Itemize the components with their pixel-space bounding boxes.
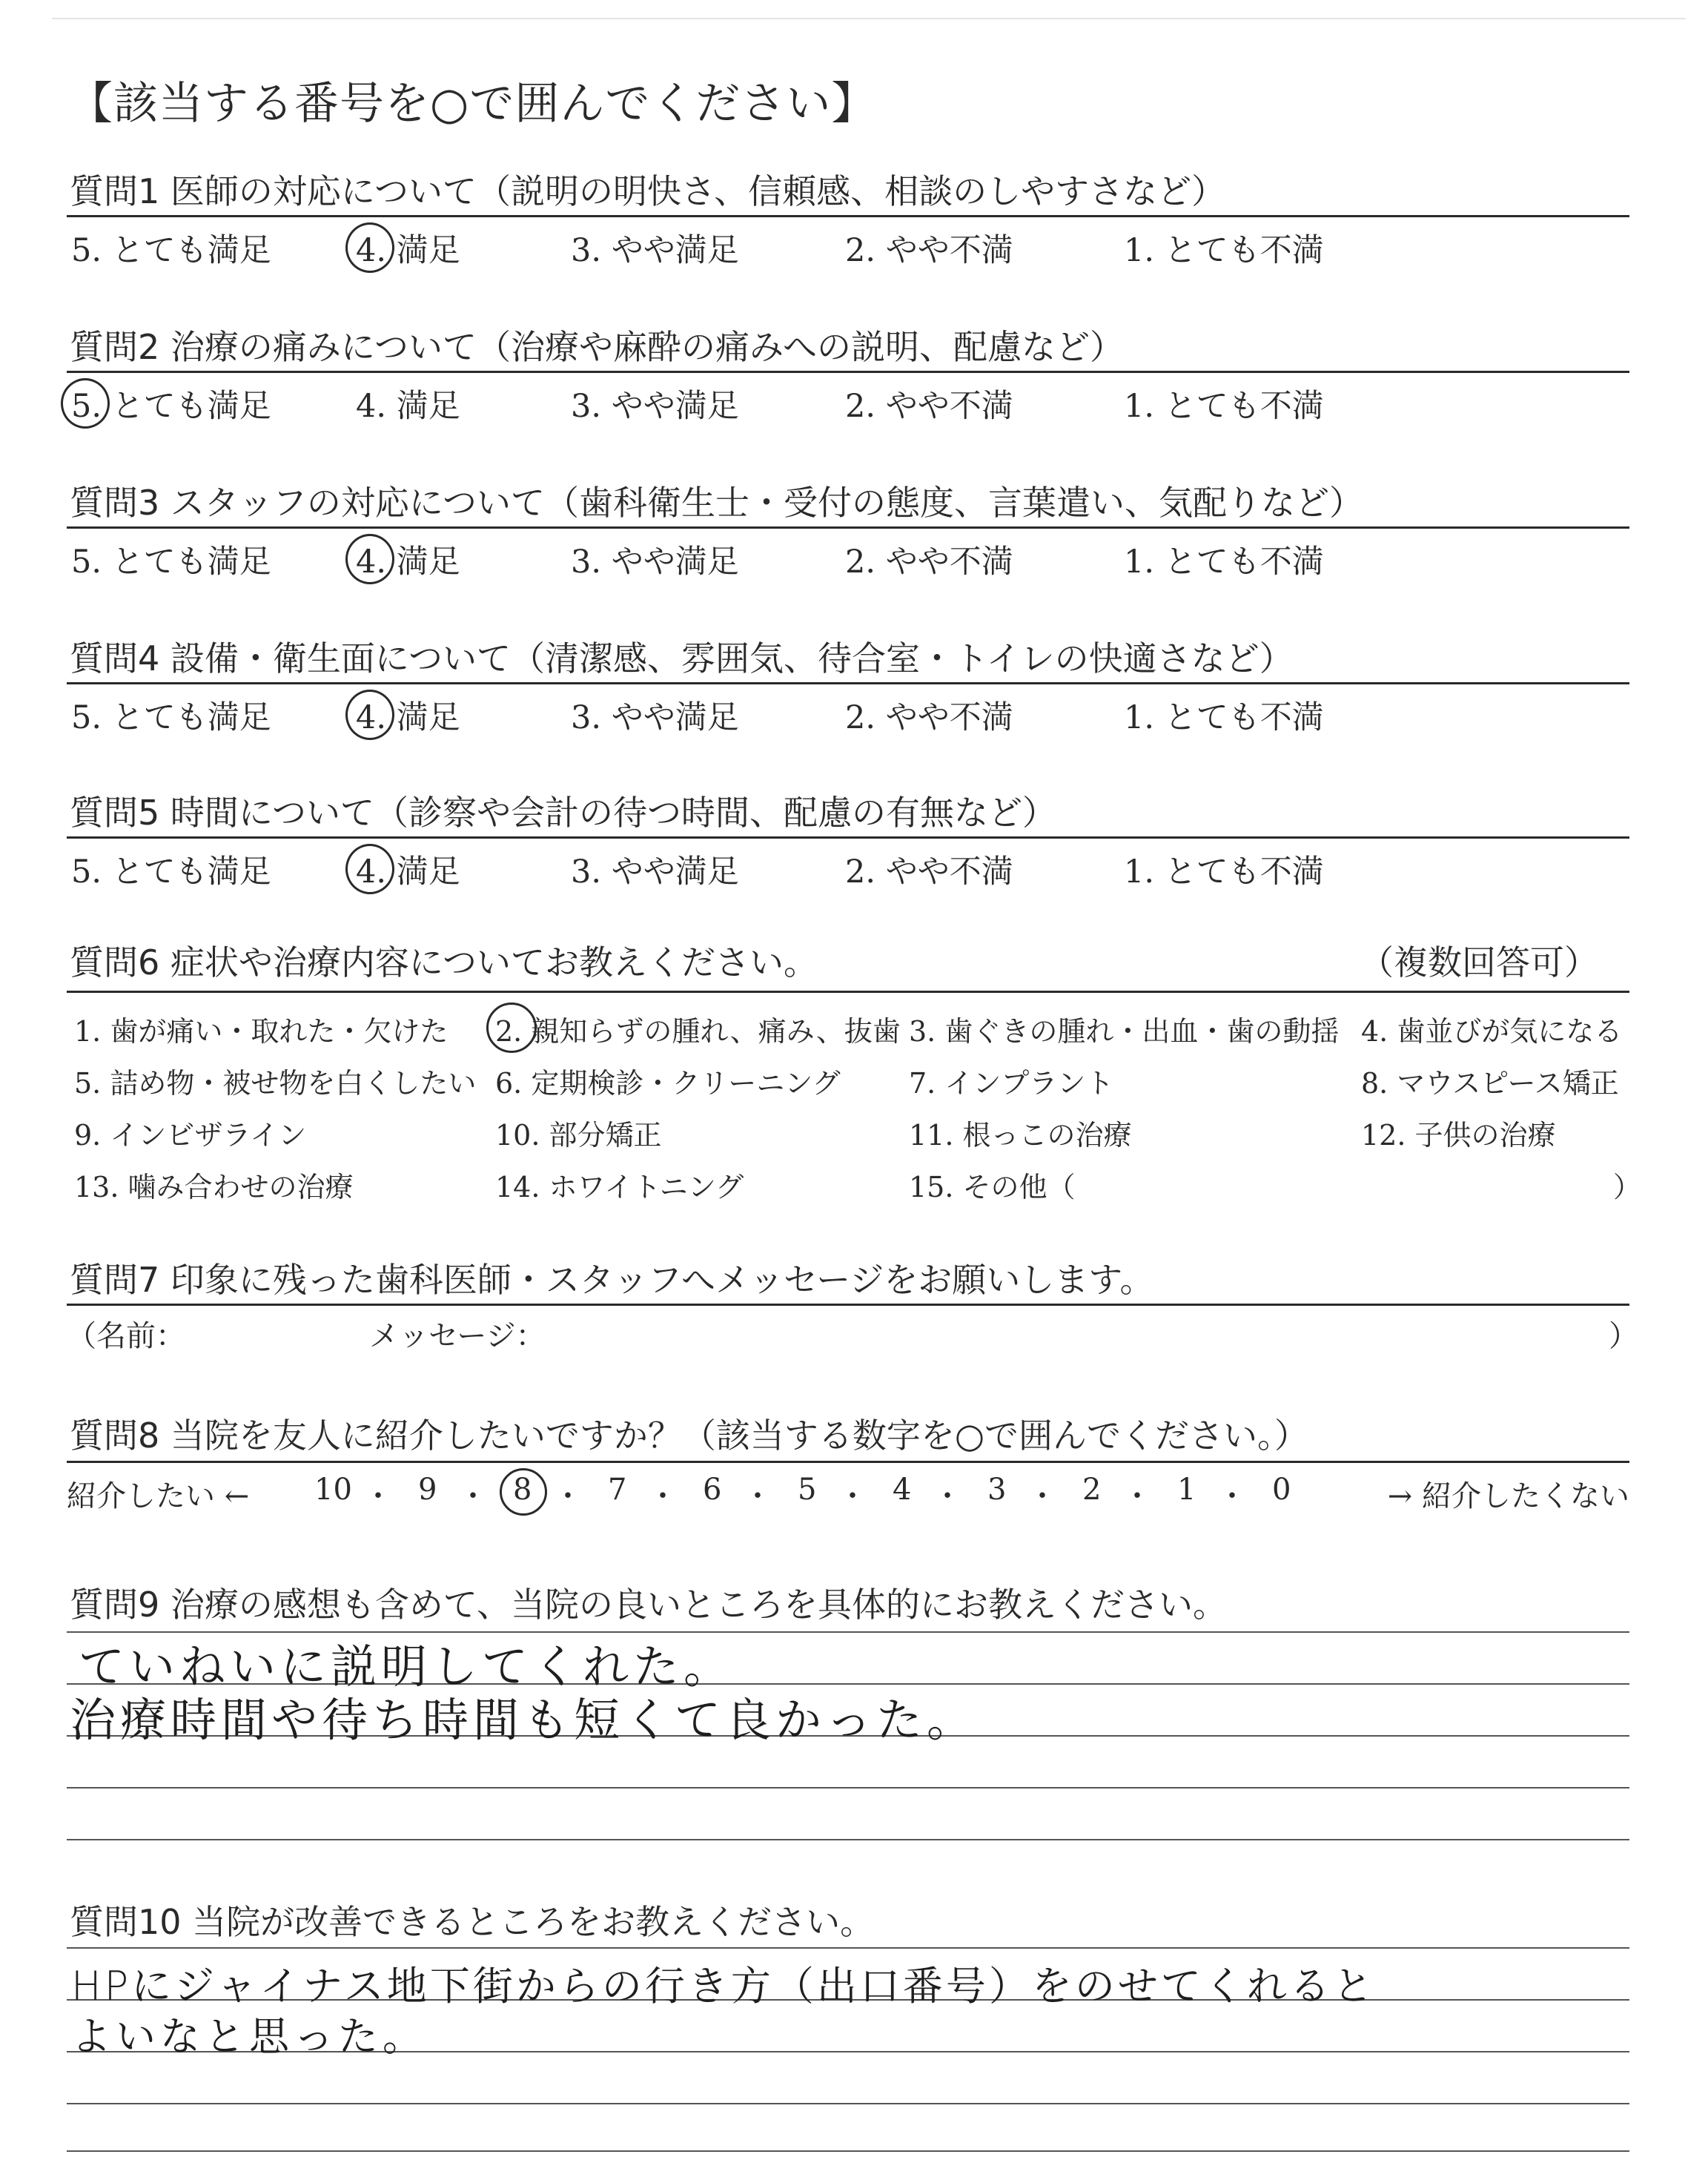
q8-score-10[interactable]: 10 (314, 1473, 352, 1507)
q5-selected-circle (345, 844, 394, 894)
q5-option-3[interactable]: 3. やや満足 (571, 853, 739, 891)
q9-title: 質問9 治療の感想も含めて、当院の良いところを具体的にお教えください。 (70, 1585, 1227, 1625)
q1-option-1[interactable]: 1. とても不満 (1124, 232, 1324, 269)
q8-separator: ・ (838, 1479, 867, 1513)
q6-selected-circle (486, 1003, 537, 1053)
q2-option-1[interactable]: 1. とても不満 (1124, 388, 1324, 425)
q2-option-5[interactable]: 5. とても満足 (71, 388, 271, 425)
q6-option-8[interactable]: 8. マウスピース矯正 (1361, 1067, 1619, 1100)
q4-option-2[interactable]: 2. やや不満 (845, 699, 1013, 736)
q8-score-4[interactable]: 4 (893, 1473, 912, 1507)
q5-option-1[interactable]: 1. とても不満 (1124, 853, 1324, 891)
q6-rule (67, 991, 1629, 993)
q2-selected-circle (61, 378, 110, 429)
q4-option-1[interactable]: 1. とても不満 (1124, 699, 1324, 736)
q6-option-7[interactable]: 7. インプラント (909, 1067, 1114, 1100)
q10-handwritten-answer-1: HPにジャイナス地下街からの行き方（出口番号）をのせてくれると (71, 1963, 1376, 2009)
q8-score-3[interactable]: 3 (987, 1473, 1007, 1507)
q10-title: 質問10 当院が改善できるところをお教えください。 (70, 1902, 875, 1942)
q8-right-label: → 紹介したくない (1387, 1479, 1629, 1513)
q6-option-13[interactable]: 13. 噛み合わせの治療 (74, 1171, 354, 1203)
q3-title: 質問3 スタッフの対応について（歯科衛生士・受付の態度、言葉遣い、気配りなど） (70, 483, 1363, 523)
q1-option-4[interactable]: 4. 満足 (356, 232, 460, 269)
q4-option-3[interactable]: 3. やや満足 (571, 699, 739, 736)
q8-separator: ・ (1027, 1479, 1057, 1513)
q6-option-15[interactable]: 15. その他（ (909, 1171, 1076, 1203)
q6-option-3[interactable]: 3. 歯ぐきの腫れ・出血・歯の動揺 (909, 1015, 1340, 1048)
q6-option-10[interactable]: 10. 部分矯正 (495, 1119, 662, 1152)
q6-option-5[interactable]: 5. 詰め物・被せ物を白くしたい (74, 1067, 477, 1100)
q7-close-paren: ） (1609, 1319, 1638, 1353)
q6-option-2[interactable]: 2. 親知らずの腫れ、痛み、抜歯 (495, 1015, 901, 1048)
q4-option-5[interactable]: 5. とても満足 (71, 699, 271, 736)
q3-option-3[interactable]: 3. やや満足 (571, 544, 739, 581)
q6-option-6[interactable]: 6. 定期検診・クリーニング (495, 1067, 841, 1100)
q6-other-close-paren: ） (1613, 1171, 1642, 1203)
q8-separator: ・ (743, 1479, 772, 1513)
q9-handwritten-answer-2: 治療時間や待ち時間も短くて良かった。 (70, 1693, 978, 1747)
q3-option-1[interactable]: 1. とても不満 (1124, 544, 1324, 581)
q1-selected-circle (345, 222, 394, 273)
q8-score-7[interactable]: 7 (608, 1473, 627, 1507)
q8-score-9[interactable]: 9 (418, 1473, 437, 1507)
q9-handwritten-answer-1: ていねいに説明してくれた。 (79, 1639, 735, 1694)
q8-separator: ・ (1122, 1479, 1152, 1513)
q7-name-label: （名前： (67, 1319, 185, 1353)
q1-rule (67, 215, 1629, 217)
q8-separator: ・ (458, 1479, 488, 1513)
q8-score-6[interactable]: 6 (703, 1473, 722, 1507)
q6-option-4[interactable]: 4. 歯並びが気になる (1361, 1015, 1623, 1048)
q6-multiple-note: （複数回答可） (1360, 942, 1598, 982)
q1-option-5[interactable]: 5. とても満足 (71, 232, 271, 269)
q8-separator: ・ (1217, 1479, 1247, 1513)
q2-option-4[interactable]: 4. 満足 (356, 388, 460, 425)
q5-option-2[interactable]: 2. やや不満 (845, 853, 1013, 891)
q5-rule (67, 836, 1629, 839)
q10-line-1 (67, 1947, 1629, 1949)
q6-option-1[interactable]: 1. 歯が痛い・取れた・欠けた (74, 1015, 448, 1048)
q1-option-3[interactable]: 3. やや満足 (571, 232, 739, 269)
q3-option-5[interactable]: 5. とても満足 (71, 544, 271, 581)
q8-score-2[interactable]: 2 (1082, 1473, 1102, 1507)
q4-selected-circle (345, 690, 394, 740)
scan-top-edge (52, 18, 1686, 19)
q6-option-9[interactable]: 9. インビザライン (74, 1119, 307, 1152)
q1-option-2[interactable]: 2. やや不満 (845, 232, 1013, 269)
q8-score-8[interactable]: 8 (513, 1473, 532, 1507)
q10-line-5 (67, 2150, 1629, 2152)
q2-rule (67, 371, 1629, 373)
q9-line-5 (67, 1839, 1629, 1840)
q4-option-4[interactable]: 4. 満足 (356, 699, 460, 736)
q3-rule (67, 526, 1629, 529)
q2-option-2[interactable]: 2. やや不満 (845, 388, 1013, 425)
q7-rule (67, 1304, 1629, 1306)
q3-option-2[interactable]: 2. やや不満 (845, 544, 1013, 581)
q2-title: 質問2 治療の痛みについて（治療や麻酔の痛みへの説明、配慮など） (70, 327, 1125, 367)
q8-rule (67, 1461, 1629, 1463)
q8-separator: ・ (553, 1479, 583, 1513)
q2-option-3[interactable]: 3. やや満足 (571, 388, 739, 425)
page-title: 【該当する番号を○で囲んでください】 (68, 78, 877, 130)
q6-title: 質問6 症状や治療内容についてお教えください。 (70, 942, 818, 982)
q8-score-5[interactable]: 5 (798, 1473, 817, 1507)
q6-option-12[interactable]: 12. 子供の治療 (1361, 1119, 1556, 1152)
q8-selected-circle (500, 1468, 547, 1516)
q5-option-4[interactable]: 4. 満足 (356, 853, 460, 891)
q3-option-4[interactable]: 4. 満足 (356, 544, 460, 581)
q6-option-11[interactable]: 11. 根っこの治療 (909, 1119, 1132, 1152)
q8-rating-scale (67, 1473, 1629, 1513)
q5-title: 質問5 時間について（診察や会計の待つ時間、配慮の有無など） (70, 793, 1056, 833)
q8-separator: ・ (933, 1479, 962, 1513)
q4-title: 質問4 設備・衛生面について（清潔感、雰囲気、待合室・トイレの快適さなど） (70, 638, 1294, 678)
q7-message-label: メッセージ： (369, 1319, 546, 1353)
q7-title: 質問7 印象に残った歯科医師・スタッフへメッセージをお願いします。 (70, 1260, 1154, 1300)
q10-line-4 (67, 2103, 1629, 2104)
q8-score-0[interactable]: 0 (1272, 1473, 1291, 1507)
q8-separator: ・ (648, 1479, 678, 1513)
q5-option-5[interactable]: 5. とても満足 (71, 853, 271, 891)
q8-separator: ・ (363, 1479, 393, 1513)
q6-option-14[interactable]: 14. ホワイトニング (495, 1171, 744, 1203)
q8-left-label: 紹介したい ← (67, 1479, 250, 1513)
q10-handwritten-answer-2: よいなと思った。 (71, 2013, 427, 2060)
q4-rule (67, 682, 1629, 684)
q8-score-1[interactable]: 1 (1177, 1473, 1196, 1507)
q8-title: 質問8 当院を友人に紹介したいですか？（該当する数字を○で囲んでください。） (70, 1416, 1309, 1456)
q1-title: 質問1 医師の対応について（説明の明快さ、信頼感、相談のしやすさなど） (70, 171, 1226, 211)
q9-line-4 (67, 1787, 1629, 1789)
q3-selected-circle (345, 534, 394, 584)
